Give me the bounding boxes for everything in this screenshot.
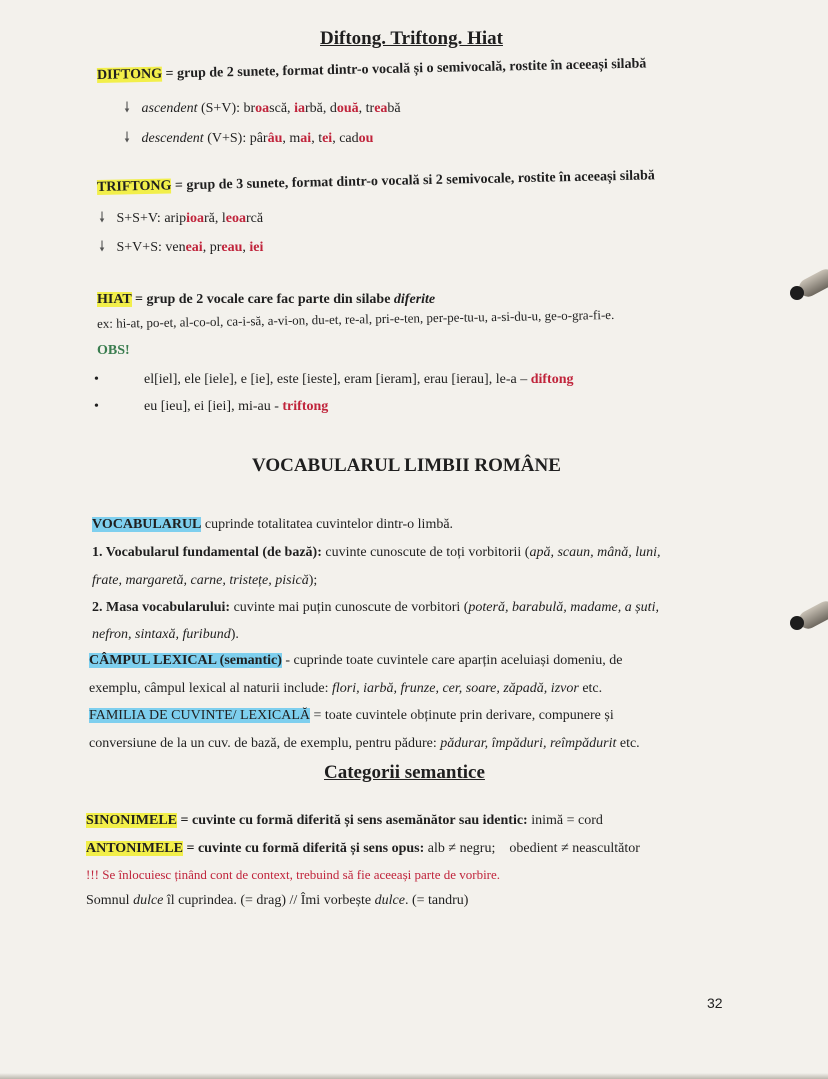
ascendent-examples [244, 101, 401, 116]
familia-text-2: conversiune de la un cuv. de bază, de exemplu, pentru pădure: [89, 736, 441, 751]
example-word-part: m [289, 131, 301, 146]
example-word-part: ră, [203, 211, 222, 226]
camp-lexical-end: etc. [578, 681, 603, 696]
triftong-term: TRIFTONG [96, 178, 172, 195]
obs-bullet-2 [94, 399, 328, 415]
example-word-part: , [242, 240, 250, 255]
familia-text-1: = toate cuvintele obținute prin derivare, compunere și [310, 708, 614, 723]
example-word-part: , [202, 240, 210, 255]
bullet-icon: • [94, 372, 99, 387]
example-word-part: , [358, 101, 366, 116]
antonime-example-1: alb ≠ negru; [424, 841, 496, 856]
example-word-part: , [282, 131, 290, 146]
familia-line2 [89, 736, 640, 752]
vowel-group-highlight: eau [221, 240, 243, 255]
obs-bullet-1 [94, 372, 574, 388]
vocab-p2-text: cuvinte mai puțin cunoscute de vorbitori ( [230, 600, 469, 615]
vocab-p1-head: 1. Vocabularul fundamental (de bază): [92, 545, 322, 560]
binder-clip-bottom-end [790, 616, 804, 630]
example-word-part: pâr [249, 131, 268, 146]
hiat-definition [97, 292, 435, 308]
down-arrow-icon: 🠗 [99, 211, 106, 226]
example-word-part: pr [209, 240, 222, 255]
bullet-icon: • [94, 399, 99, 414]
diftong-definition [97, 56, 647, 84]
vocab-p1-examples-1: apă, scaun, mână, luni, [529, 545, 661, 560]
vocab-definition-text: cuprinde totalitatea cuvintelor dintr-o limbă. [201, 517, 454, 532]
descendent-code: (V+S): [203, 131, 250, 146]
triftong-line-2 [99, 236, 263, 260]
vocab-p1-end: ); [308, 573, 318, 588]
example-word-part: bă [387, 101, 401, 116]
example-word [244, 101, 295, 116]
antonime-term: ANTONIMELE [86, 841, 183, 856]
example-word-part: rbă, [304, 101, 330, 116]
vocab-definition [92, 517, 453, 533]
obs-label: OBS! [97, 343, 130, 358]
descendent-label: descendent [141, 131, 204, 146]
example-word [222, 211, 263, 226]
obs-bullet-1-text: el[iel], ele [iele], e [ie], este [ieste], eram [ieram], erau [ierau], le-a – [144, 372, 531, 387]
vowel-group-highlight: eoa [225, 211, 246, 226]
example-word-part: , [332, 131, 340, 146]
triftong-line-1 [99, 207, 263, 231]
triftong-definition [97, 168, 655, 196]
antonime-definition: = cuvinte cu formă diferită și sens opus: [182, 841, 425, 856]
triftong-examples-1 [164, 211, 263, 226]
triftong-code-2: S+V+S: [116, 240, 166, 255]
example-post-2: . (= tandru) [404, 893, 469, 908]
vowel-group-highlight: ioa [186, 211, 204, 226]
vowel-group-highlight: âu [267, 131, 283, 146]
page-number: 32 [707, 995, 723, 1011]
example-emphasis-2: dulce [374, 893, 405, 908]
hiat-examples: ex: hi-at, po-et, al-co-ol, ca-i-să, a-vi-on, du-et, re-al, pri-e-ten, per-pe-tu-u, a-si-du-u, ge-o-gra-fi-e. [96, 306, 615, 331]
sinonime-example-sentence [86, 893, 468, 909]
vocab-p2-examples-1: poteră, barabulă, madame, a șuti, [468, 600, 659, 615]
diftong-definition-text: = grup de 2 sunete, format dintr-o vocală și o semivocală, rostite în aceeași silabă [161, 56, 647, 82]
vocab-p1-text: cuvinte cunoscute de toți vorbitorii ( [321, 545, 530, 560]
diftong-descendent-line [124, 127, 373, 151]
example-word-part: tr [365, 101, 375, 116]
triftong-examples-2 [165, 240, 263, 255]
obs-bullet-2-emphasis: triftong [282, 399, 329, 414]
example-word [165, 240, 209, 255]
down-arrow-icon: 🠗 [124, 131, 131, 146]
triftong-code-1: S+S+V: [116, 211, 165, 226]
vocab-p1-examples-2: frate, margaretă, carne, tristețe, pisică [92, 573, 309, 588]
camp-lexical-term: CÂMPUL LEXICAL (semantic) [89, 653, 282, 668]
vocab-p2-examples-2: nefron, sintaxă, furibund [92, 627, 231, 642]
section-title-categorii: Categorii semantice [324, 762, 485, 783]
triftong-definition-text: = grup de 3 sunete, format dintr-o vocală si 2 semivocale, rostite în aceeași silabă [171, 168, 656, 194]
example-word [366, 101, 401, 116]
vowel-group-highlight: ou [358, 131, 374, 146]
diftong-term: DIFTONG [96, 66, 163, 83]
camp-lexical-line2 [89, 681, 602, 697]
example-word [250, 131, 290, 146]
diftong-ascendent-line [124, 97, 401, 121]
hiat-definition-text: = grup de 2 vocale care fac parte din silabe [131, 292, 394, 307]
vowel-group-highlight: ia [294, 101, 305, 116]
familia-end: etc. [616, 736, 640, 751]
example-word-part: , [311, 131, 319, 146]
section-title-vocabular: VOCABULARUL LIMBII ROMÂNE [252, 455, 561, 476]
familia-examples: pădurar, împăduri, reîmpădurit [440, 736, 617, 751]
example-word-part: scă, [269, 101, 295, 116]
sinonime-line [86, 813, 603, 829]
obs-bullet-2-text: eu [ieu], ei [iei], mi-au - [144, 399, 283, 414]
sinonime-definition: = cuvinte cu formă diferită și sens asemănător sau identic: [177, 813, 528, 828]
example-word [249, 240, 263, 255]
vocab-p2-head: 2. Masa vocabularului: [92, 600, 231, 615]
example-word-part: br [243, 101, 256, 116]
example-word [339, 131, 373, 146]
familia-term: FAMILIA DE CUVINTE/ LEXICALĂ [89, 708, 310, 723]
example-word [210, 240, 250, 255]
example-word-part: arip [164, 211, 187, 226]
down-arrow-icon: 🠗 [99, 240, 106, 255]
down-arrow-icon: 🠗 [124, 101, 131, 116]
page-bottom-edge [0, 1073, 828, 1079]
camp-lexical-examples: flori, iarbă, frunze, cer, soare, zăpadă, izvor [331, 681, 579, 696]
vowel-group-highlight: eai [185, 240, 203, 255]
example-word-part: ven [165, 240, 186, 255]
example-word-part: cad [339, 131, 359, 146]
sinonime-term: SINONIMELE [86, 813, 178, 828]
hiat-definition-emphasis: diferite [393, 292, 436, 307]
vocab-p1-line2 [92, 573, 317, 589]
descendent-examples [250, 131, 374, 146]
example-word-part: l [221, 211, 226, 226]
section-title-diftong: Diftong. Triftong. Hiat [320, 28, 503, 49]
vowel-group-highlight: oa [255, 101, 270, 116]
vowel-group-highlight: iei [249, 240, 264, 255]
ascendent-label: ascendent [141, 101, 198, 116]
example-emphasis-1: dulce [133, 893, 164, 908]
vowel-group-highlight: ea [374, 101, 388, 116]
context-note: !!! Se înlocuiesc ținând cont de context, trebuind să fie aceeași parte de vorbire. [86, 867, 501, 882]
example-word [330, 101, 366, 116]
vocab-p2-end: ). [230, 627, 239, 642]
ascendent-code: (S+V): [197, 101, 244, 116]
example-word-part: rcă [245, 211, 264, 226]
example-word [318, 131, 339, 146]
vowel-group-highlight: ai [300, 131, 312, 146]
hiat-term: HIAT [97, 292, 132, 307]
example-word-part: t [318, 131, 323, 146]
vocab-p1-line1 [92, 545, 661, 561]
vowel-group-highlight: ei [322, 131, 333, 146]
sinonime-example: inimă = cord [527, 813, 603, 828]
example-word-part: d [329, 101, 337, 116]
vocab-term: VOCABULARUL [92, 517, 202, 532]
example-word [164, 211, 222, 226]
example-pre-1: Somnul [86, 893, 134, 908]
example-word [289, 131, 318, 146]
camp-lexical-text-1: - cuprinde toate cuvintele care aparțin aceluiași domeniu, de [281, 653, 623, 668]
binder-clip-top-end [790, 286, 804, 300]
example-post-1: îl cuprindea. (= drag) // Îmi vorbește [163, 893, 375, 908]
example-word [294, 101, 330, 116]
antonime-example-2: obedient ≠ neascultător [509, 841, 640, 856]
vocab-p2-line2 [92, 627, 239, 643]
camp-lexical-text-2: exemplu, câmpul lexical al naturii include: [89, 681, 332, 696]
vowel-group-highlight: ouă [336, 101, 359, 116]
obs-bullet-1-emphasis: diftong [530, 372, 574, 387]
antonime-line [86, 841, 640, 857]
vocab-p2-line1 [92, 600, 659, 616]
camp-lexical-line1 [89, 653, 622, 669]
familia-line1 [89, 708, 614, 724]
